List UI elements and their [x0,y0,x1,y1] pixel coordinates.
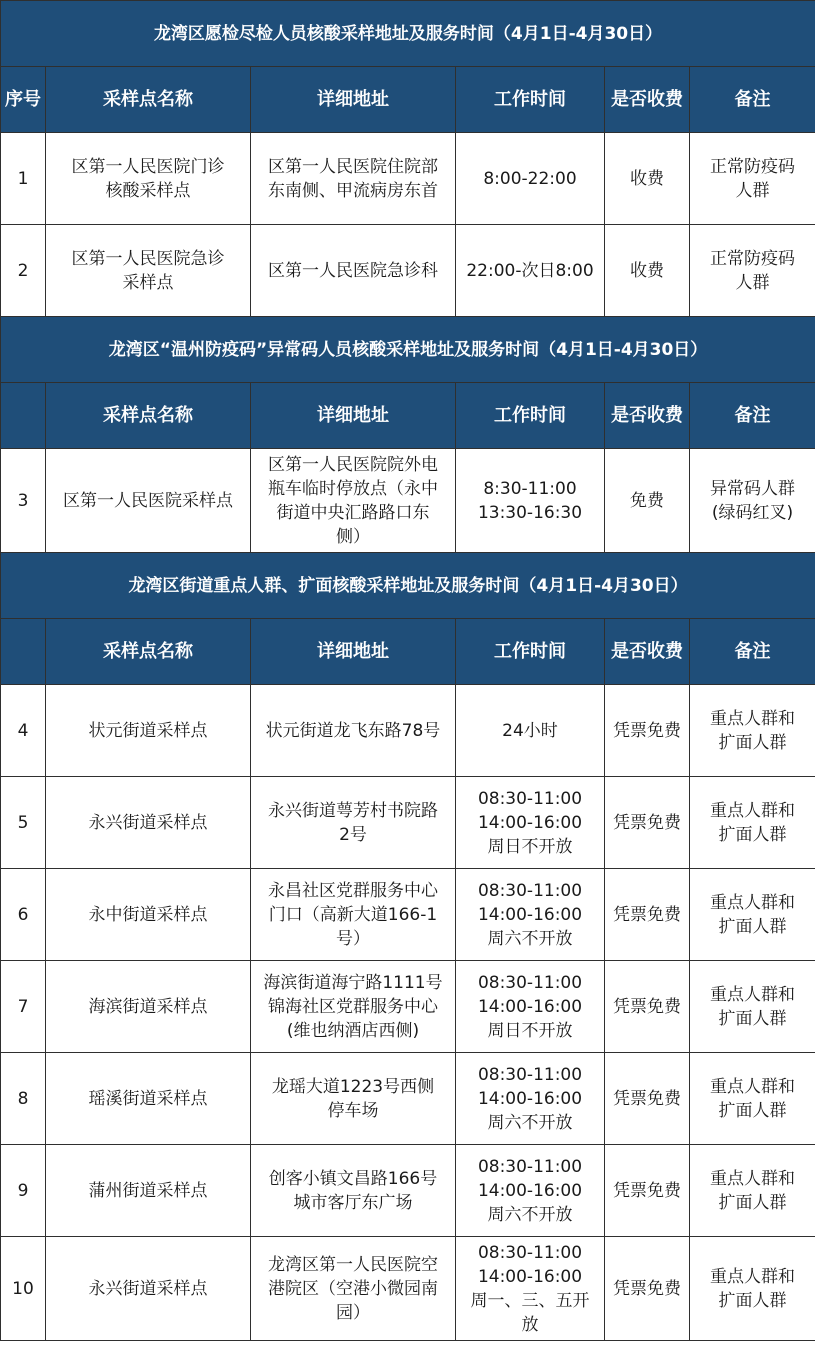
cell-line: 08:30-11:00 [477,972,583,993]
address-cell [251,449,456,553]
cell-line: 龙瑶大道1223号西侧 [271,1076,435,1097]
row-number-cell: 2 [1,225,46,317]
table-row [1,869,815,961]
column-header-site-name: 采样点名称 [46,67,251,133]
cell-line: 街道中央汇路路口东 [276,502,430,523]
cell-line: 2号 [339,824,367,845]
cell-line: 14:00-16:00 [477,1088,583,1109]
row-number-cell: 4 [1,685,46,777]
cell-line: (绿码红叉) [711,502,794,523]
cell-line: 锦海社区党群服务中心 [268,996,438,1017]
fee-status-cell: 凭票免费 [605,777,690,869]
remark-cell [690,449,815,553]
cell-line: 状元街道采样点 [88,720,208,741]
remark-cell [690,225,815,317]
working-hours-cell [456,1237,605,1341]
cell-line: 08:30-11:00 [477,880,583,901]
cell-line: 重点人群和 [710,892,796,913]
cell-line: 14:00-16:00 [477,1266,583,1287]
fee-status-cell: 收费 [605,133,690,225]
cell-line: 区第一人民医院住院部 [268,156,438,177]
working-hours-cell [456,1145,605,1237]
fee-status-cell: 凭票免费 [605,685,690,777]
cell-line: 停车场 [327,1100,379,1121]
cell-line: 周日不开放 [487,836,573,857]
cell-line: 周六不开放 [487,1112,573,1133]
cell-line: 13:30-16:30 [477,502,583,523]
remark-cell [690,1145,815,1237]
working-hours-cell [456,777,605,869]
cell-line: 区第一人民医院急诊 [71,248,225,269]
table-row [1,1053,815,1145]
address-cell [251,961,456,1053]
address-cell [251,133,456,225]
cell-line: 瓶车临时停放点（永中 [268,478,438,499]
column-header-row-number [1,619,46,685]
remark-cell [690,133,815,225]
cell-line: 人群 [735,272,770,293]
cell-line: 核酸采样点 [105,180,191,201]
column-header-row [1,383,815,449]
column-header-row-number: 序号 [1,67,46,133]
fee-status-cell: 凭票免费 [605,961,690,1053]
cell-line: 扩面人群 [718,1290,787,1311]
column-header-row-number [1,383,46,449]
site-name-cell [46,1145,251,1237]
working-hours-cell [456,685,605,777]
row-number-cell: 10 [1,1237,46,1341]
cell-line: 重点人群和 [710,1076,796,1097]
cell-line: 14:00-16:00 [477,996,583,1017]
column-header-remark: 备注 [690,619,815,685]
column-header-working-hours: 工作时间 [456,383,605,449]
cell-line: 08:30-11:00 [477,1064,583,1085]
cell-line: 蒲州街道采样点 [88,1180,208,1201]
site-name-cell [46,225,251,317]
section-title: 龙湾区街道重点人群、扩面核酸采样地址及服务时间（4月1日-4月30日） [1,553,815,619]
table-row [1,961,815,1053]
cell-line: 扩面人群 [718,1192,787,1213]
cell-line: 周六不开放 [487,1204,573,1225]
column-header-site-name: 采样点名称 [46,619,251,685]
fee-status-cell: 凭票免费 [605,1145,690,1237]
column-header-working-hours: 工作时间 [456,619,605,685]
table-row [1,133,815,225]
column-header-row [1,619,815,685]
site-name-cell [46,961,251,1053]
working-hours-cell [456,1053,605,1145]
cell-line: 号） [336,928,370,949]
cell-line: 创客小镇文昌路166号 [268,1168,438,1189]
table-row [1,225,815,317]
cell-line: 周一、三、五开 [470,1290,590,1311]
cell-line: 扩面人群 [718,1008,787,1029]
fee-status-cell: 收费 [605,225,690,317]
column-header-fee-status: 是否收费 [605,383,690,449]
cell-line: 侧） [336,526,370,547]
cell-line: 扩面人群 [718,916,787,937]
cell-line: 24小时 [502,720,558,741]
cell-line: 异常码人群 [710,478,796,499]
remark-cell [690,869,815,961]
cell-line: 重点人群和 [710,984,796,1005]
column-header-remark: 备注 [690,383,815,449]
address-cell [251,777,456,869]
cell-line: 永兴街道萼芳村书院路 [268,800,438,821]
cell-line: 重点人群和 [710,800,796,821]
address-cell [251,685,456,777]
cell-line: 园） [336,1302,370,1323]
column-header-address: 详细地址 [251,619,456,685]
working-hours-cell [456,225,605,317]
fee-status-cell: 免费 [605,449,690,553]
table-row [1,1145,815,1237]
cell-line: 正常防疫码 [710,248,796,269]
remark-cell [690,777,815,869]
remark-cell [690,1237,815,1341]
cell-line: 14:00-16:00 [477,904,583,925]
site-name-cell [46,133,251,225]
working-hours-cell [456,961,605,1053]
cell-line: 永兴街道采样点 [88,812,208,833]
row-number-cell: 6 [1,869,46,961]
cell-line: 门口（高新大道166-1 [268,904,438,925]
column-header-site-name: 采样点名称 [46,383,251,449]
cell-line: 扩面人群 [718,732,787,753]
cell-line: 采样点 [122,272,174,293]
row-number-cell: 1 [1,133,46,225]
section-title-row [1,553,815,619]
address-cell [251,225,456,317]
working-hours-cell [456,449,605,553]
cell-line: 龙湾区第一人民医院空 [268,1254,438,1275]
cell-line: 海滨街道采样点 [88,996,208,1017]
row-number-cell: 3 [1,449,46,553]
cell-line: 8:00-22:00 [483,168,577,189]
address-cell [251,1053,456,1145]
cell-line: 城市客厅东广场 [293,1192,413,1213]
cell-line: 重点人群和 [710,708,796,729]
table-row [1,1237,815,1341]
cell-line: 重点人群和 [710,1266,796,1287]
row-number-cell: 5 [1,777,46,869]
fee-status-cell: 凭票免费 [605,1053,690,1145]
address-cell [251,1237,456,1341]
site-name-cell [46,1053,251,1145]
column-header-working-hours: 工作时间 [456,67,605,133]
cell-line: 瑶溪街道采样点 [88,1088,208,1109]
cell-line: 永中街道采样点 [88,904,208,925]
site-name-cell [46,777,251,869]
cell-line: 重点人群和 [710,1168,796,1189]
cell-line: 永昌社区党群服务中心 [268,880,438,901]
row-number-cell: 8 [1,1053,46,1145]
cell-line: 区第一人民医院采样点 [63,490,233,511]
section-title: 龙湾区“温州防疫码”异常码人员核酸采样地址及服务时间（4月1日-4月30日） [1,317,815,383]
cell-line: 正常防疫码 [710,156,796,177]
working-hours-cell [456,869,605,961]
site-name-cell [46,1237,251,1341]
cell-line: 状元街道龙飞东路78号 [265,720,441,741]
column-header-fee-status: 是否收费 [605,67,690,133]
remark-cell [690,961,815,1053]
section-title: 龙湾区愿检尽检人员核酸采样地址及服务时间（4月1日-4月30日） [1,1,815,67]
cell-line: (维也纳酒店西侧) [286,1020,420,1041]
cell-line: 08:30-11:00 [477,788,583,809]
cell-line: 放 [521,1314,539,1335]
cell-line: 周日不开放 [487,1020,573,1041]
row-number-cell: 7 [1,961,46,1053]
column-header-address: 详细地址 [251,67,456,133]
row-number-cell: 9 [1,1145,46,1237]
table-row [1,449,815,553]
column-header-fee-status: 是否收费 [605,619,690,685]
cell-line: 14:00-16:00 [477,812,583,833]
section-title-row [1,317,815,383]
column-header-row [1,67,815,133]
site-name-cell [46,449,251,553]
remark-cell [690,1053,815,1145]
cell-line: 区第一人民医院院外电 [268,454,438,475]
fee-status-cell: 凭票免费 [605,1237,690,1341]
cell-line: 扩面人群 [718,1100,787,1121]
cell-line: 人群 [735,180,770,201]
cell-line: 区第一人民医院急诊科 [268,260,438,281]
cell-line: 扩面人群 [718,824,787,845]
remark-cell [690,685,815,777]
address-cell [251,869,456,961]
cell-line: 14:00-16:00 [477,1180,583,1201]
cell-line: 08:30-11:00 [477,1156,583,1177]
table-row [1,777,815,869]
working-hours-cell [456,133,605,225]
cell-line: 区第一人民医院门诊 [71,156,225,177]
address-cell [251,1145,456,1237]
cell-line: 海滨街道海宁路1111号 [263,972,443,993]
site-name-cell [46,685,251,777]
cell-line: 22:00-次日8:00 [466,260,594,281]
cell-line: 永兴街道采样点 [88,1278,208,1299]
site-name-cell [46,869,251,961]
column-header-remark: 备注 [690,67,815,133]
fee-status-cell: 凭票免费 [605,869,690,961]
column-header-address: 详细地址 [251,383,456,449]
cell-line: 东南侧、甲流病房东首 [268,180,438,201]
section-title-row [1,1,815,67]
cell-line: 周六不开放 [487,928,573,949]
cell-line: 港院区（空港小微园南 [268,1278,438,1299]
cell-line: 8:30-11:00 [483,478,577,499]
table-row [1,685,815,777]
table-body [1,1,815,1341]
cell-line: 08:30-11:00 [477,1242,583,1263]
